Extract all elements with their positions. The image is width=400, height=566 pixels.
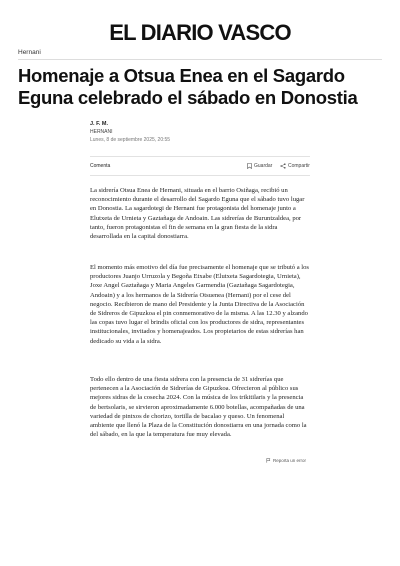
share-label: Compartir — [288, 163, 310, 169]
save-button[interactable] — [247, 163, 272, 169]
header-divider — [18, 59, 382, 60]
article-action-bar — [90, 156, 310, 176]
masthead-logo[interactable]: EL DIARIO VASCO — [109, 20, 291, 45]
article-author: J. F. M. — [90, 121, 109, 127]
section-link[interactable]: Hernani — [18, 49, 41, 56]
report-error-button[interactable] — [266, 458, 306, 463]
comment-button[interactable]: Comenta — [90, 163, 111, 169]
bookmark-icon — [247, 163, 252, 169]
article-headline: Homenaje a Otsua Enea en el Sagardo Eguna celebrado el sábado en Donostia — [18, 65, 358, 108]
share-button[interactable] — [280, 163, 310, 169]
article-paragraph: El momento más emotivo del día fue precisamente el homenaje que se tributó a los productores Juanjo Urruzola y Begoña Etxabe (Elutxeta Sagardotegia, Urnieta), Joxe Angel Gaztañaga y Maria Angeles Garmendia (Gaztañaga Sagardotegia, Andoain) y a los hermanos de la Sidrería Otsuenea (Hernani) por el cese del negocio. Recibieron de mano del Presidente y la Junta Directiva de la Asociación de Sidreros de Gipuzkoa el pin conmemorativo de la misma. A las 12.30 y alzando las copas tuvo lugar el brindis oficial con los productores de sidra, representantes institucionales, invitados y homenajeados. Los propietarios de estas sidrerías han dedicado su vida a la sidra. — [90, 264, 309, 345]
article-location: HERNANI — [90, 129, 113, 135]
article-paragraph: Todo ello dentro de una fiesta sidrera con la presencia de 31 sidrerías que pertenecen a la Asociación de Sidrerías de Gipuzkoa. Ofrecieron al público sus mejores sidras de la cosecha 2024. Con la música de los trikitilaris y la presencia de bertsolaris, se sirvieron aproximadamente 6.000 botellas, acompañadas de una variedad de pintxos de chorizo, tortilla de bacalao y queso. Un fenomenal ambiente que llenó la Plaza de la Constitución donostiarra en una jornada como la del sábado, en la que la temperatura fue muy elevada. — [90, 376, 307, 439]
share-icon — [280, 163, 286, 169]
report-error-label: Reporta un error — [273, 458, 307, 463]
article-paragraph: La sidrería Otsua Enea de Hernani, situada en el barrio Osiñaga, recibió un reconocimiento durante el desarrollo del Sagardo Eguna que el sábado tuvo lugar en Donostia. La sagardotegi de Hernani fue protagonista del homenaje junto a Elutxeta de Urnieta y Gaztañaga de Andoain. Las sidrerías de Buruntzaldea, por tanto, fueron protagonistas el fin de semana en la gran fiesta de la sidra desarrollada en la capital donostiarra. — [90, 187, 305, 241]
save-label: Guardar — [254, 163, 273, 169]
article-date: Lunes, 8 de septiembre 2025, 20:55 — [90, 137, 171, 143]
flag-icon — [266, 458, 271, 463]
